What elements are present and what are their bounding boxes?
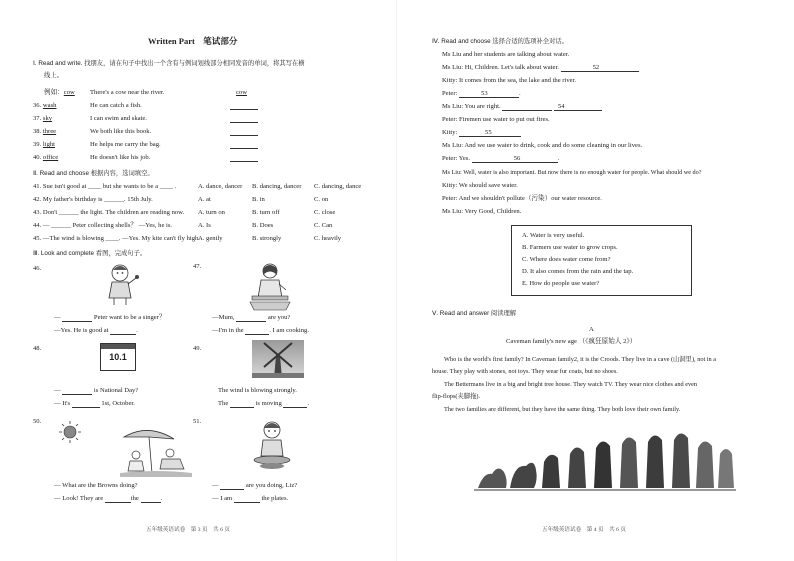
option-42-a[interactable]: A. at bbox=[198, 196, 211, 203]
page-divider bbox=[396, 0, 397, 561]
beach-family-icon bbox=[118, 425, 194, 477]
answer-blank-36[interactable] bbox=[230, 101, 258, 110]
option-a[interactable]: A. Water is very useful. bbox=[522, 232, 585, 239]
q49-line1: The wind is blowing strongly. bbox=[218, 387, 297, 394]
option-42-b[interactable]: B. in bbox=[252, 196, 265, 203]
dialogue-line-7: Ms Liu: And we use water to drink, cook and do some cleaning in our lives. bbox=[442, 142, 643, 149]
option-d[interactable]: D. It also comes from the rain and the tap. bbox=[522, 268, 634, 275]
option-41-a[interactable]: A. dance, dancer bbox=[198, 183, 243, 190]
option-45-b[interactable]: B. strongly bbox=[252, 235, 282, 242]
dialogue-line-4: Ms Liu: You are right. 54 bbox=[442, 102, 602, 111]
dialogue-line-8: Peter: Yes. 56 . bbox=[442, 155, 560, 162]
q49-number: 49. bbox=[193, 345, 202, 352]
word-item-39: 39. light bbox=[33, 141, 55, 148]
q50-line1: — What are the Browns doing? bbox=[54, 482, 138, 489]
word-item-38: 38. three bbox=[33, 128, 57, 135]
answer-blank-38[interactable] bbox=[230, 127, 258, 136]
question-45: 45. —The wind is blowing ____. —Yes. My kite can't fly high. bbox=[33, 235, 201, 242]
page-title: Written Part 笔试部分 bbox=[148, 36, 238, 46]
q48-line2: — It's 1st, October. bbox=[54, 400, 135, 407]
option-44-a[interactable]: A. Is bbox=[198, 222, 211, 229]
example-label: 例如： bbox=[44, 89, 64, 96]
option-41-b[interactable]: B. dancing, dancer bbox=[252, 183, 302, 190]
word-sentence-38: We both like this book. bbox=[90, 128, 152, 135]
question-42: 42. My father's birthday is ______. 15th July. bbox=[33, 196, 153, 203]
passage-letter: A bbox=[589, 326, 594, 333]
windmill-photo bbox=[252, 340, 304, 378]
page-3 bbox=[30, 0, 380, 561]
option-43-b[interactable]: B. turn off bbox=[252, 209, 280, 216]
dialogue-line-3: Peter: 53 . bbox=[442, 90, 521, 97]
word-sentence-40: He doesn't like his job. bbox=[90, 154, 151, 161]
passage-p1-line1: Who is the world's first family? In Caveman family2, it is the Croods. They live in a cave (山洞里), not in a bbox=[444, 356, 717, 363]
word-item-36: 36. wash bbox=[33, 102, 57, 109]
option-44-c[interactable]: C. Can bbox=[314, 222, 333, 229]
section-5-heading: Ⅴ. Read and answer 阅读理解 bbox=[432, 310, 517, 317]
dialogue-line-0: Ms Liu and her students are talking about water. bbox=[442, 51, 570, 58]
q49-line2: The is moving . bbox=[218, 400, 310, 407]
windmill-icon bbox=[252, 340, 304, 378]
q48-line1: — is National Day? bbox=[54, 387, 139, 394]
sun-icon bbox=[56, 420, 84, 444]
q50-number: 50. bbox=[33, 418, 42, 425]
example-row bbox=[44, 88, 75, 97]
passage-title: Caveman family's new age （《疯狂原始人 2》） bbox=[506, 338, 637, 345]
option-c[interactable]: C. Where does water come from? bbox=[522, 256, 611, 263]
word-sentence-36: He can catch a fish. bbox=[90, 102, 142, 109]
evolution-figures-illustration bbox=[474, 424, 736, 494]
q50-line2: — Look! They are the . bbox=[54, 495, 163, 502]
q51-number: 51. bbox=[193, 418, 202, 425]
option-45-a[interactable]: A. gently bbox=[198, 235, 223, 242]
option-42-c[interactable]: C. on bbox=[314, 196, 329, 203]
dialogue-line-12: Ms Liu: Very Good, Children. bbox=[442, 208, 522, 215]
passage-p3: The two families are different, but they have the same thing. They both love their own family. bbox=[444, 406, 681, 413]
passage-p2-line1: The Bettermans live in a big and bright tree house. They watch TV. They wear nice clothes and even bbox=[444, 381, 698, 388]
dialogue-line-6: Kitty: 55 bbox=[442, 128, 521, 137]
question-44: 44. — ______ Peter collecting shells？ —Yes, he is. bbox=[33, 222, 173, 229]
page-footer-right: 五年级英语试卷 第 4 页 共 6 页 bbox=[542, 527, 626, 533]
girl-washing-plates-icon bbox=[250, 420, 294, 470]
q46-line1: — Peter want to be a singer？ bbox=[54, 314, 166, 321]
question-41: 41. Sue isn't good at ____ but she wants to be a ____ . bbox=[33, 183, 177, 190]
option-43-c[interactable]: C. close bbox=[314, 209, 336, 216]
dialogue-line-9: Ms Liu: Well, water is also important. But now there is no enough water for people. What should we do? bbox=[442, 169, 702, 176]
section-4-heading: Ⅳ. Read and choose 选择合适的选项补全对话。 bbox=[432, 38, 568, 45]
dialogue-line-11: Peter: And we shouldn't pollute（污染）our water resource. bbox=[442, 195, 602, 202]
word-item-37: 37. sky bbox=[33, 115, 53, 122]
q46-line2: —Yes. He is good at . bbox=[54, 327, 138, 334]
example-sentence: There's a cow near the river. bbox=[90, 89, 165, 96]
dialogue-line-5: Peter: Firemen use water to put out fires. bbox=[442, 116, 550, 123]
q51-line2: — I am the plates. bbox=[212, 495, 289, 502]
passage-p2-line2: flip-flops(夹脚拖). bbox=[432, 393, 481, 400]
word-sentence-39: He helps me carry the bag. bbox=[90, 141, 161, 148]
word-sentence-37: I can swim and skate. bbox=[90, 115, 147, 122]
option-b[interactable]: B. Farmers use water to grow crops. bbox=[522, 244, 618, 251]
page-footer: 五年级英语试卷 第 3 页 共 6 页 bbox=[146, 527, 230, 533]
girl-singer-icon bbox=[98, 262, 142, 306]
q47-line2: —I'm in the . I am cooking. bbox=[212, 327, 309, 334]
dialogue-line-1: Ms Liu: Hi, Children. Let's talk about water. 52 bbox=[442, 63, 639, 72]
section-1-heading: Ⅰ. Read and write. 找朋友，请在句子中找出一个含有与例词划线部分相同发音的单词，将其写在横 bbox=[33, 60, 305, 67]
answer-blank-37[interactable] bbox=[230, 114, 258, 123]
option-e[interactable]: E. How do people use water? bbox=[522, 280, 600, 287]
option-41-c[interactable]: C. dancing, dance bbox=[314, 183, 362, 190]
calendar-icon bbox=[100, 343, 136, 371]
page-4 bbox=[432, 0, 772, 561]
passage-p1-line2: house. They play with stones, not toys. They wear fur coats, but no shoes. bbox=[432, 368, 618, 375]
q46-number: 46. bbox=[33, 265, 42, 272]
answer-blank-39[interactable] bbox=[230, 140, 258, 149]
word-item-40: 40. office bbox=[33, 154, 59, 161]
option-44-b[interactable]: B. Does bbox=[252, 222, 274, 229]
q47-number: 47. bbox=[193, 263, 202, 270]
option-43-a[interactable]: A. turn on bbox=[198, 209, 225, 216]
q47-line1: —Mum, are you? bbox=[212, 314, 291, 321]
option-45-c[interactable]: C. heavily bbox=[314, 235, 342, 242]
example-word: cow bbox=[63, 89, 75, 96]
dialogue-line-10: Kitty: We should save water. bbox=[442, 182, 518, 189]
mum-cooking-icon bbox=[246, 262, 294, 312]
question-43: 43. Don't ______ the light. The children are reading now. bbox=[33, 209, 185, 216]
dialogue-line-2: Kitty: It comes from the sea, the lake and the river. bbox=[442, 77, 577, 84]
q51-line1: — are you doing, Liz? bbox=[212, 482, 298, 489]
section-3-heading: Ⅲ. Look and complete 看图，完成句子。 bbox=[33, 250, 147, 257]
answer-blank-40[interactable] bbox=[230, 153, 258, 162]
section-1-heading-cont: 线上。 bbox=[44, 72, 63, 79]
section-2-heading: Ⅱ. Read and choose 根据内容，选词填空。 bbox=[33, 170, 154, 177]
q48-number: 48. bbox=[33, 345, 42, 352]
calendar-date: 10.1 bbox=[109, 352, 127, 362]
example-answer: cow bbox=[236, 89, 247, 96]
